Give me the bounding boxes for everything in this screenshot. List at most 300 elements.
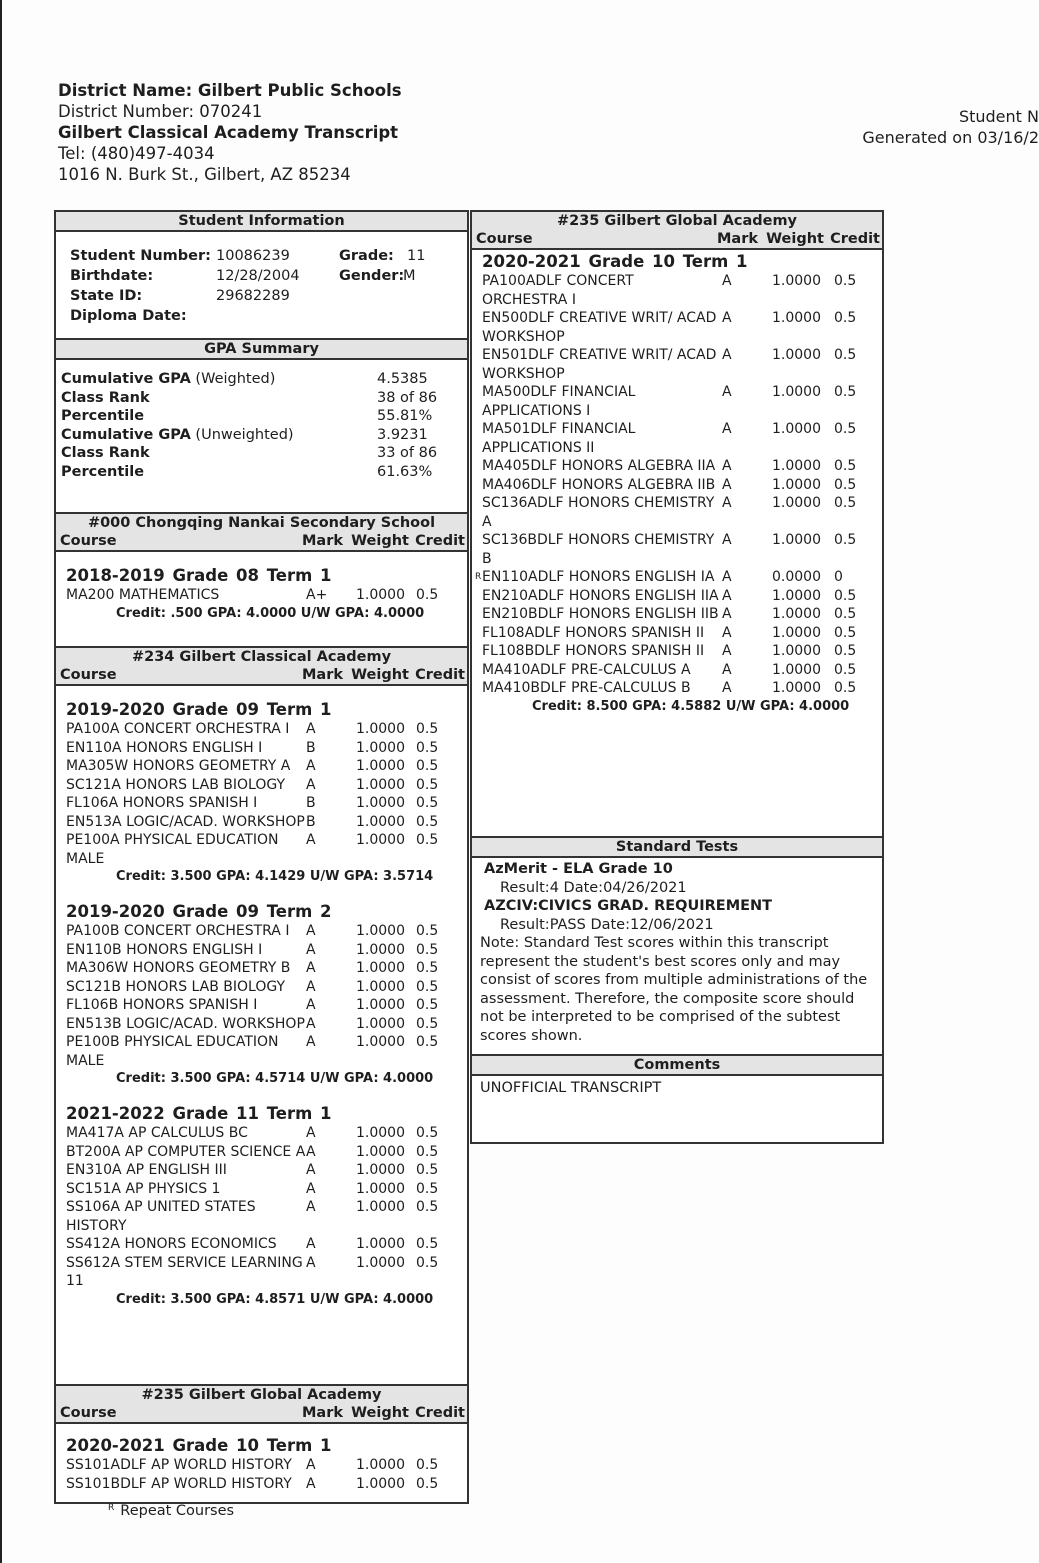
course-row — [472, 457, 882, 476]
course-mark: A — [722, 384, 732, 400]
course-row — [56, 1033, 467, 1070]
course-name: FL108BDLF HONORS SPANISH II — [482, 643, 705, 659]
course-row — [56, 831, 467, 868]
course-credit: 0.5 — [834, 421, 857, 437]
course-weight: 1.0000 — [772, 421, 821, 437]
course-credit: 0.5 — [416, 1236, 439, 1252]
school-name: #234 Gilbert Classical Academy — [131, 649, 392, 665]
gpa-row — [61, 407, 467, 426]
course-mark: A — [722, 587, 732, 604]
term-title: 2020-2021 Grade 10 Term 1 — [66, 1436, 332, 1455]
gpa-label: Class Rank — [61, 445, 150, 461]
gender-value: M — [403, 268, 416, 284]
gpa-row — [61, 426, 467, 445]
grade-value: 11 — [407, 248, 426, 264]
term-summary: Credit: .500 GPA: 4.0000 U/W GPA: 4.0000 — [116, 605, 425, 621]
course-mark: A — [306, 923, 316, 939]
course-name: FL108ADLF HONORS SPANISH II — [482, 624, 705, 641]
column-headers — [472, 230, 882, 248]
course-row — [56, 739, 467, 758]
col-course: Course — [476, 231, 533, 247]
course-row — [472, 642, 882, 661]
course-credit: 0.5 — [416, 1015, 439, 1032]
course-weight: 1.0000 — [772, 458, 821, 474]
school-name: #235 Gilbert Global Academy — [141, 1387, 382, 1403]
course-row — [56, 1254, 467, 1291]
course-row — [56, 757, 467, 776]
transcript-title: Gilbert Classical Academy Transcript — [58, 123, 399, 142]
course-mark: A — [722, 310, 732, 326]
diploma-date — [216, 306, 339, 326]
school-235-left-terms — [56, 1422, 467, 1493]
col-weight: Weight — [766, 231, 824, 247]
course-credit: 0.5 — [416, 795, 439, 811]
course-name: MA500DLF FINANCIAL APPLICATIONS I — [482, 384, 636, 419]
course-mark: B — [306, 795, 316, 811]
course-weight: 1.0000 — [772, 643, 821, 659]
term-block — [56, 700, 467, 886]
course-name: PA100ADLF CONCERT ORCHESTRA I — [482, 273, 634, 308]
course-weight: 1.0000 — [356, 721, 405, 737]
col-credit: Credit — [415, 667, 465, 683]
course-weight: 1.0000 — [356, 1180, 405, 1197]
district-header — [58, 80, 402, 185]
course-credit: 0.5 — [416, 1254, 439, 1271]
course-credit: 0.5 — [416, 978, 439, 995]
course-weight: 1.0000 — [356, 832, 405, 848]
course-row — [472, 272, 882, 309]
course-credit: 0.5 — [834, 273, 857, 289]
course-credit: 0.5 — [834, 384, 857, 400]
course-mark: A — [306, 1015, 316, 1032]
course-credit: 0.5 — [416, 960, 439, 976]
course-row — [472, 309, 882, 346]
course-mark: A — [306, 997, 316, 1013]
course-row — [472, 420, 882, 457]
course-mark: A+ — [306, 587, 328, 603]
course-credit: 0.5 — [416, 1162, 439, 1178]
course-weight: 1.0000 — [772, 532, 821, 548]
course-name: MA200 MATHEMATICS — [66, 587, 220, 603]
course-weight: 1.0000 — [772, 476, 821, 493]
course-name: MA306W HONORS GEOMETRY B — [66, 960, 291, 976]
gpa-label: Percentile — [61, 463, 145, 480]
course-name: SS412A HONORS ECONOMICS — [66, 1236, 277, 1252]
course-row — [56, 1180, 467, 1199]
course-mark: A — [722, 606, 732, 622]
standard-tests-header: Standard Tests — [472, 836, 882, 858]
state-id-label: State ID: — [70, 288, 143, 304]
course-weight: 1.0000 — [356, 758, 405, 774]
col-weight: Weight — [351, 533, 409, 549]
right-column — [470, 210, 884, 1144]
course-name: PA100B CONCERT ORCHESTRA I — [66, 923, 290, 939]
comments-text: UNOFFICIAL TRANSCRIPT — [480, 1080, 662, 1096]
course-row — [56, 941, 467, 960]
course-row — [56, 1015, 467, 1034]
grade-label: Grade: — [339, 248, 394, 264]
course-row — [56, 1198, 467, 1235]
gpa-value: 4.5385 — [377, 371, 428, 387]
course-weight: 1.0000 — [356, 1034, 405, 1050]
comments-header: Comments — [472, 1054, 882, 1076]
course-mark: A — [722, 421, 732, 437]
col-mark: Mark — [301, 667, 343, 683]
school-000-header — [56, 512, 467, 550]
left-column — [54, 210, 469, 1504]
col-mark: Mark — [301, 1405, 343, 1421]
course-weight: 1.0000 — [356, 1457, 405, 1473]
repeat-symbol: R — [108, 1503, 115, 1513]
district-number: District Number: 070241 — [58, 102, 263, 121]
course-weight: 1.0000 — [772, 310, 821, 326]
course-weight: 1.0000 — [356, 776, 405, 793]
course-credit: 0.5 — [834, 680, 857, 696]
course-name: PA100A CONCERT ORCHESTRA I — [66, 721, 290, 737]
course-weight: 1.0000 — [356, 1125, 405, 1141]
term-block — [56, 1104, 467, 1309]
course-mark: B — [306, 739, 316, 756]
course-mark: A — [722, 495, 732, 511]
course-row — [56, 978, 467, 997]
course-mark: A — [722, 347, 732, 363]
gpa-label: Class Rank — [61, 389, 150, 406]
term-title: 2019-2020 Grade 09 Term 2 — [66, 902, 332, 921]
course-row — [472, 587, 882, 606]
course-name: EN210BDLF HONORS ENGLISH IIB — [482, 606, 719, 622]
course-name: EN500DLF CREATIVE WRIT/ ACAD WORKSHOP — [482, 310, 717, 345]
course-weight: 1.0000 — [772, 347, 821, 363]
course-credit: 0.5 — [416, 997, 439, 1013]
course-name: MA410ADLF PRE-CALCULUS A — [482, 661, 691, 678]
course-name: SC121A HONORS LAB BIOLOGY — [66, 776, 286, 793]
col-credit: Credit — [415, 1405, 465, 1421]
gender-label: Gender: — [339, 268, 405, 284]
course-name: EN513A LOGIC/ACAD. WORKSHOP — [66, 813, 305, 830]
course-mark: A — [306, 960, 316, 976]
column-headers — [56, 532, 467, 550]
course-credit: 0.5 — [834, 476, 857, 493]
course-name: EN210ADLF HONORS ENGLISH IIA — [482, 587, 719, 604]
course-row — [472, 494, 882, 531]
course-mark: A — [306, 1254, 316, 1271]
gpa-value: 38 of 86 — [377, 389, 438, 406]
gpa-label: Cumulative GPA (Weighted) — [61, 371, 276, 387]
course-name: EN110B HONORS ENGLISH I — [66, 941, 263, 958]
gpa-summary-header: GPA Summary — [56, 338, 467, 360]
gpa-value: 55.81% — [377, 408, 433, 424]
course-credit: 0.5 — [834, 587, 857, 604]
term-title: 2021-2022 Grade 11 Term 1 — [66, 1104, 332, 1123]
course-credit: 0.5 — [416, 1180, 439, 1197]
course-credit: 0 — [834, 569, 843, 585]
course-credit: 0.5 — [416, 739, 439, 756]
course-mark: A — [722, 643, 732, 659]
course-row — [472, 531, 882, 568]
course-name: PE100B PHYSICAL EDUCATION MALE — [66, 1034, 279, 1069]
student-info-header: Student Information — [56, 212, 467, 232]
course-credit: 0.5 — [416, 1034, 439, 1050]
course-name: SS612A STEM SERVICE LEARNING 11 — [66, 1254, 303, 1289]
course-weight: 1.0000 — [356, 1254, 405, 1271]
term-block — [56, 902, 467, 1088]
course-name: MA410BDLF PRE-CALCULUS B — [482, 680, 691, 696]
course-mark: A — [306, 721, 316, 737]
col-mark: Mark — [716, 231, 758, 247]
school-234-terms — [56, 684, 467, 1384]
course-name: SS101ADLF AP WORLD HISTORY — [66, 1457, 292, 1473]
term-block — [472, 252, 882, 716]
course-name: MA305W HONORS GEOMETRY A — [66, 758, 291, 774]
course-name: SS106A AP UNITED STATES HISTORY — [66, 1199, 256, 1234]
course-weight: 1.0000 — [772, 606, 821, 622]
course-name: MA417A AP CALCULUS BC — [66, 1125, 248, 1141]
col-credit: Credit — [415, 533, 465, 549]
course-name: PE100A PHYSICAL EDUCATION MALE — [66, 832, 279, 867]
course-weight: 1.0000 — [356, 795, 405, 811]
course-name: EN310A AP ENGLISH III — [66, 1162, 227, 1178]
gpa-label: Cumulative GPA (Unweighted) — [61, 426, 294, 443]
course-row — [56, 1475, 467, 1494]
course-name: MA405DLF HONORS ALGEBRA IIA — [482, 458, 716, 474]
course-row — [472, 661, 882, 680]
test-result: Result:PASS Date:12/06/2021 — [500, 916, 714, 933]
course-mark: A — [722, 569, 732, 585]
course-row — [56, 1143, 467, 1162]
column-headers — [56, 1404, 467, 1422]
course-weight: 1.0000 — [356, 1143, 405, 1160]
course-name: MA501DLF FINANCIAL APPLICATIONS II — [482, 421, 636, 456]
col-course: Course — [60, 1405, 117, 1421]
course-row — [472, 383, 882, 420]
course-weight: 1.0000 — [772, 680, 821, 696]
term-block — [56, 566, 467, 623]
course-mark: A — [722, 458, 732, 474]
course-mark: A — [306, 776, 316, 793]
term-summary: Credit: 3.500 GPA: 4.5714 U/W GPA: 4.0000 — [116, 1071, 434, 1086]
course-weight: 1.0000 — [356, 1162, 405, 1178]
course-row — [472, 679, 882, 698]
course-row — [472, 346, 882, 383]
col-weight: Weight — [351, 667, 409, 683]
course-mark: A — [306, 1199, 316, 1215]
course-row — [56, 813, 467, 832]
course-weight: 0.0000 — [772, 569, 821, 585]
school-phone: Tel: (480)497-4034 — [58, 144, 215, 163]
course-row — [472, 624, 882, 643]
course-mark: A — [306, 1125, 316, 1141]
course-credit: 0.5 — [834, 310, 857, 326]
course-credit: 0.5 — [416, 1475, 439, 1492]
gpa-value: 61.63% — [377, 463, 433, 480]
course-mark: A — [306, 1236, 316, 1252]
course-name: SC121B HONORS LAB BIOLOGY — [66, 978, 286, 995]
course-credit: 0.5 — [416, 1143, 439, 1160]
course-credit: 0.5 — [834, 624, 857, 641]
course-weight: 1.0000 — [772, 661, 821, 678]
course-mark: B — [306, 813, 316, 830]
course-weight: 1.0000 — [772, 495, 821, 511]
birthdate: 12/28/2004 — [216, 268, 300, 284]
course-row — [472, 568, 882, 587]
test-name: AZCIV:CIVICS GRAD. REQUIREMENT — [484, 898, 773, 914]
course-name: SC151A AP PHYSICS 1 — [66, 1180, 221, 1197]
generated-info — [839, 106, 1039, 148]
gpa-value: 33 of 86 — [377, 445, 438, 461]
gpa-value: 3.9231 — [377, 426, 428, 443]
school-235-right-terms — [472, 248, 882, 836]
col-weight: Weight — [351, 1405, 409, 1421]
course-mark: A — [306, 978, 316, 995]
course-mark: A — [722, 624, 732, 641]
course-mark: A — [306, 758, 316, 774]
course-mark: A — [722, 532, 732, 548]
course-weight: 1.0000 — [356, 813, 405, 830]
course-weight: 1.0000 — [772, 273, 821, 289]
course-credit: 0.5 — [416, 813, 439, 830]
course-credit: 0.5 — [834, 347, 857, 363]
test-name: AzMerit - ELA Grade 10 — [484, 861, 673, 877]
course-credit: 0.5 — [834, 532, 857, 548]
course-name: EN513B LOGIC/ACAD. WORKSHOP — [66, 1015, 305, 1032]
course-credit: 0.5 — [416, 587, 439, 603]
course-row — [472, 476, 882, 495]
term-block — [56, 1436, 467, 1493]
col-credit: Credit — [830, 231, 880, 247]
course-weight: 1.0000 — [356, 941, 405, 958]
school-000-terms — [56, 550, 467, 646]
term-title: 2018-2019 Grade 08 Term 1 — [66, 566, 332, 585]
gpa-label: Percentile — [61, 408, 145, 424]
course-name: BT200A AP COMPUTER SCIENCE A — [66, 1143, 306, 1160]
state-id: 29682289 — [216, 288, 290, 304]
gpa-summary-panel — [56, 360, 467, 512]
course-mark: A — [306, 1475, 316, 1492]
course-weight: 1.0000 — [772, 624, 821, 641]
course-mark: A — [306, 941, 316, 958]
course-name: SC136ADLF HONORS CHEMISTRY A — [482, 495, 715, 530]
district-name: District Name: Gilbert Public Schools — [58, 81, 402, 100]
student-number: 10086239 — [216, 248, 290, 264]
course-credit: 0.5 — [416, 941, 439, 958]
course-credit: 0.5 — [834, 458, 857, 474]
course-credit: 0.5 — [416, 923, 439, 939]
course-row — [56, 922, 467, 941]
tests-note: Note: Standard Test scores within this transcript represent the student's best scores only and may consist of scores from multiple administrations of the assessment. Therefore, the composite score should not be interpreted to be comprised of the subtest scores shown. — [480, 935, 868, 1044]
term-summary: Credit: 8.500 GPA: 4.5882 U/W GPA: 4.0000 — [532, 698, 850, 714]
course-credit: 0.5 — [834, 661, 857, 678]
course-credit: 0.5 — [416, 776, 439, 793]
course-credit: 0.5 — [416, 1199, 439, 1215]
course-mark: A — [306, 1457, 316, 1473]
course-mark: A — [722, 476, 732, 493]
school-235-header — [472, 212, 882, 248]
test-result: Result:4 Date:04/26/2021 — [500, 879, 687, 896]
course-credit: 0.5 — [416, 1125, 439, 1141]
course-row — [56, 1124, 467, 1143]
course-row — [56, 959, 467, 978]
course-credit: 0.5 — [834, 606, 857, 622]
course-mark: A — [722, 680, 732, 696]
course-mark: A — [722, 273, 732, 289]
repeat-legend-label: Repeat Courses — [120, 1503, 235, 1519]
column-headers — [56, 666, 467, 684]
course-name: EN110ADLF HONORS ENGLISH IA — [482, 569, 715, 585]
course-weight: 1.0000 — [356, 997, 405, 1013]
col-mark: Mark — [301, 533, 343, 549]
generated-date: Generated on 03/16/2 — [862, 128, 1039, 147]
course-mark: A — [722, 661, 732, 678]
course-name: EN110A HONORS ENGLISH I — [66, 739, 263, 756]
gpa-row — [61, 389, 467, 408]
course-mark: A — [306, 1180, 316, 1197]
course-weight: 1.0000 — [356, 1475, 405, 1492]
course-weight: 1.0000 — [356, 1199, 405, 1215]
course-name: FL106B HONORS SPANISH I — [66, 997, 258, 1013]
course-row — [56, 776, 467, 795]
diploma-date-label: Diploma Date: — [70, 308, 187, 324]
course-credit: 0.5 — [416, 832, 439, 848]
course-name: SS101BDLF AP WORLD HISTORY — [66, 1475, 292, 1492]
course-row — [56, 1456, 467, 1475]
repeat-marker: R — [475, 572, 482, 582]
course-weight: 1.0000 — [356, 978, 405, 995]
course-weight: 1.0000 — [356, 960, 405, 976]
course-weight: 1.0000 — [356, 739, 405, 756]
gpa-row — [61, 444, 467, 463]
course-name: FL106A HONORS SPANISH I — [66, 795, 258, 811]
course-row — [56, 586, 467, 605]
term-title: 2020-2021 Grade 10 Term 1 — [482, 252, 748, 271]
course-mark: A — [306, 1034, 316, 1050]
course-row — [56, 996, 467, 1015]
course-row — [56, 1235, 467, 1254]
school-address: 1016 N. Burk St., Gilbert, AZ 85234 — [58, 165, 351, 184]
legend — [108, 1503, 234, 1519]
course-name: SC136BDLF HONORS CHEMISTRY B — [482, 532, 715, 567]
student-info-panel — [56, 232, 467, 338]
school-name: #000 Chongqing Nankai Secondary School — [87, 515, 436, 531]
course-mark: A — [306, 832, 316, 848]
course-row — [472, 605, 882, 624]
course-weight: 1.0000 — [772, 587, 821, 604]
col-course: Course — [60, 667, 117, 683]
term-title: 2019-2020 Grade 09 Term 1 — [66, 700, 332, 719]
course-weight: 1.0000 — [356, 1236, 405, 1252]
gpa-row — [61, 463, 467, 482]
course-mark: A — [306, 1143, 316, 1160]
course-credit: 0.5 — [834, 495, 857, 511]
term-summary: Credit: 3.500 GPA: 4.1429 U/W GPA: 3.5714 — [116, 869, 434, 884]
course-mark: A — [306, 1162, 316, 1178]
birthdate-label: Birthdate: — [70, 268, 154, 284]
course-credit: 0.5 — [416, 721, 439, 737]
course-credit: 0.5 — [834, 643, 857, 659]
standard-tests-panel — [472, 858, 882, 1054]
course-weight: 1.0000 — [356, 1015, 405, 1032]
course-name: MA406DLF HONORS ALGEBRA IIB — [482, 476, 716, 493]
col-course: Course — [60, 533, 117, 549]
course-weight: 1.0000 — [356, 923, 405, 939]
course-row — [56, 720, 467, 739]
course-name: EN501DLF CREATIVE WRIT/ ACAD WORKSHOP — [482, 347, 717, 382]
term-summary: Credit: 3.500 GPA: 4.8571 U/W GPA: 4.0000 — [116, 1291, 434, 1307]
gpa-row — [61, 370, 467, 389]
course-row — [56, 794, 467, 813]
course-weight: 1.0000 — [356, 587, 405, 603]
course-credit: 0.5 — [416, 1457, 439, 1473]
school-234-header — [56, 646, 467, 684]
